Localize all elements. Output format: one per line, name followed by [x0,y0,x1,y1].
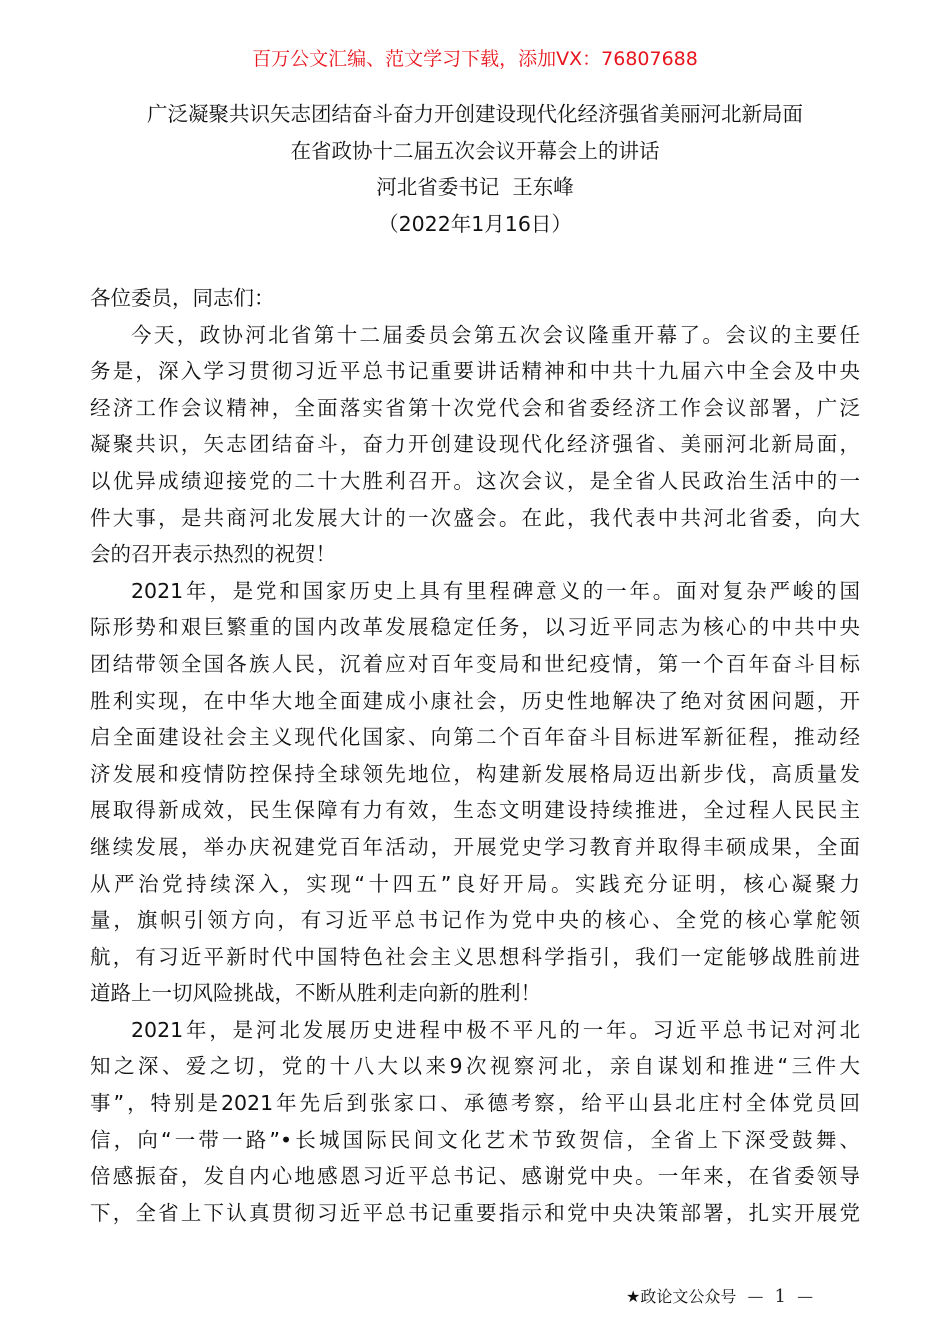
text-line: 胜利实现，在中华大地全面建成小康社会，历史性地解决了绝对贫困问题，开 [90,688,860,713]
text-line: 以优异成绩迎接党的二十大胜利召开。这次会议，是全省人民政治生活中的一 [90,468,860,493]
page-footer [626,1284,819,1307]
text-line: 量，旗帜引领方向，有习近平总书记作为党中央的核心、全党的核心掌舵领 [90,908,860,933]
paragraph-2 [90,573,860,1012]
text-line: 航，有习近平新时代中国特色社会主义思想科学指引，我们一定能够战胜前进 [90,944,860,969]
text-line: 倍感振奋，发自内心地感恩习近平总书记、感谢党中央。一年来，在省委领导 [90,1164,860,1189]
text-line: 展取得新成效，民生保障有力有效，生态文明建设持续推进，全过程人民民主 [90,798,860,823]
text-line: 从严治党持续深入，实现“十四五”良好开局。实践充分证明，核心凝聚力 [90,871,860,896]
text-line: 道路上一切风险挑战，不断从胜利走向新的胜利！ [90,981,541,1006]
text-line: 经济工作会议精神，全面落实省第十次党代会和省委经济工作会议部署，广泛 [90,395,860,420]
text-line: 2021年，是河北发展历史进程中极不平凡的一年。习近平总书记对河北 [131,1017,860,1042]
document-title: 广泛凝聚共识矢志团结奋斗奋力开创建设现代化经济强省美丽河北新局面 [147,102,803,126]
text-line: 务是，深入学习贯彻习近平总书记重要讲话精神和中共十九届六中全会及中央 [90,359,860,384]
text-line: 今天，政协河北省第十二届委员会第五次会议隆重开幕了。会议的主要任 [131,322,860,347]
text-line: 知之深、爱之切，党的十八大以来9次视察河北，亲自谋划和推进“三件大 [90,1054,860,1079]
text-line: 济发展和疫情防控保持全球领先地位，构建新发展格局迈出新步伐，高质量发 [90,761,860,786]
footer-dash-left: — [747,1287,764,1306]
text-line: 信，向“一带一路”•长城国际民间文化艺术节致贺信，全省上下深受鼓舞、 [90,1127,860,1152]
paragraph-3 [90,1012,860,1232]
salutation: 各位委员，同志们： [90,286,275,310]
footer-dash-right: — [797,1287,814,1306]
document-body [90,280,860,1231]
watermark-banner: 百万公文汇编、范文学习下载，添加VX：76807688 [252,48,698,70]
text-line: 2021年，是党和国家历史上具有里程碑意义的一年。面对复杂严峻的国 [131,578,860,603]
document-subtitle: 在省政协十二届五次会议开幕会上的讲话 [290,138,660,163]
text-line: 件大事，是共商河北发展大计的一次盛会。在此，我代表中共河北省委，向大 [90,505,860,530]
document-author: 河北省委书记 王东峰 [376,175,574,199]
text-line: 启全面建设社会主义现代化国家、向第二个百年奋斗目标进军新征程，推动经 [90,725,860,750]
text-line: 团结带领全国各族人民，沉着应对百年变局和世纪疫情，第一个百年奋斗目标 [90,651,860,676]
text-line: 下，全省上下认真贯彻习近平总书记重要指示和党中央决策部署，扎实开展党 [90,1200,860,1225]
document-title-block [80,96,870,242]
paragraph-1 [90,317,860,573]
text-line: 凝聚共识，矢志团结奋斗，奋力开创建设现代化经济强省、美丽河北新局面， [90,432,860,457]
footer-source: ★政论文公众号 [626,1287,737,1306]
text-line: 继续发展，举办庆祝建党百年活动，开展党史学习教育并取得丰硕成果，全面 [90,834,860,859]
document-date: （2022年1月16日） [378,211,572,236]
text-line: 际形势和艰巨繁重的国内改革发展稳定任务，以习近平同志为核心的中共中央 [90,615,860,640]
page-number: 1 [774,1286,786,1307]
text-line: 会的召开表示热烈的祝贺！ [90,542,336,567]
text-line: 事”，特别是2021年先后到张家口、承德考察，给平山县北庄村全体党员回 [90,1091,860,1116]
